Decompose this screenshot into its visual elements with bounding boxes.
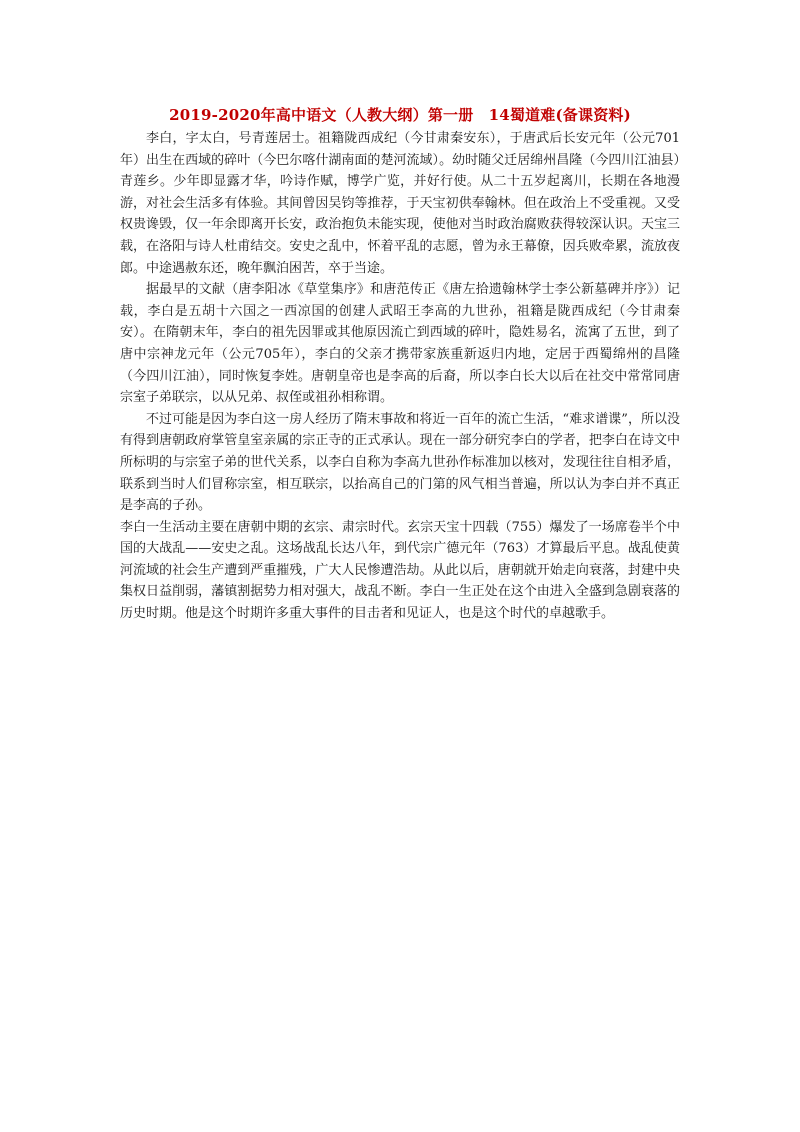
document-title: 2019-2020年高中语文（人教大纲）第一册 14蜀道难(备课资料) [169,106,631,124]
paragraph-lineage-doubt: 不过可能是因为李白这一房人经历了隋末事故和将近一百年的流亡生活，“难求谱谍”，所以没有得到唐朝政府掌管皇室亲属的宗正寺的正式承认。现在一部分研究李白的学者，把李白在诗文中所标明的与宗室子弟的世代关系，以李白自称为李高九世孙作标准加以核对，发现往往自相矛盾，联系到当时人们冒称宗室，相互联宗，以抬高自己的门第的风气相当普遍，所以认为李白并不真正是李高的子孙。 [120,411,680,514]
paragraph-historical-context: 李白一生活动主要在唐朝中期的玄宗、肃宗时代。玄宗天宝十四载（755）爆发了一场席卷半个中国的大战乱——安史之乱。这场战乱长达八年，到代宗广德元年（763）才算最后平息。战乱使黄河流域的社会生产遭到严重摧残，广大人民惨遭浩劫。从此以后，唐朝就开始走向衰落，封建中央集权日益削弱，藩镇割据势力相对强大，战乱不断。李白一生正处在这个由进入全盛到急剧衰落的历史时期。他是这个时期许多重大事件的目击者和见证人，也是这个时代的卓越歌手。 [120,519,680,622]
paragraph-biography: 李白，字太白，号青莲居士。祖籍陇西成纪（今甘肃秦安东），于唐武后长安元年（公元701年）出生在西域的碎叶（今巴尔喀什湖南面的楚河流域）。幼时随父迁居绵州昌隆（今四川江油县）青莲乡。少年即显露才华，吟诗作赋，博学广览，并好行使。从二十五岁起离川，长期在各地漫游，对社会生活多有体验。其间曾因吴钧等推荐，于天宝初供奉翰林。但在政治上不受重视。又受权贵谗毁，仅一年余即离开长安，政治抱负未能实现，使他对当时政治腐败获得较深认识。天宝三载，在洛阳与诗人杜甫结交。安史之乱中，怀着平乱的志愿，曾为永王幕僚，因兵败牵累，流放夜郎。中途遇赦东还，晚年飘泊困苦，卒于当途。 [120,131,680,276]
paragraph-ancestry: 据最早的文献（唐李阳冰《草堂集序》和唐范传正《唐左拾遗翰林学士李公新墓碑并序》）记载，李白是五胡十六国之一西凉国的创建人武昭王李高的九世孙，祖籍是陇西成纪（今甘肃秦安）。在隋朝末年，李白的祖先因罪或其他原因流亡到西域的碎叶，隐姓易名，流寓了五世，到了唐中宗神龙元年（公元705年），李白的父亲才携带家族重新返归内地，定居于西蜀绵州的昌隆（今四川江油），同时恢复李姓。唐朝皇帝也是李高的后裔，所以李白长大以后在社交中常常同唐宗室子弟联宗，以从兄弟、叔侄或祖孙相称谓。 [120,282,680,406]
document-body [120,128,680,625]
